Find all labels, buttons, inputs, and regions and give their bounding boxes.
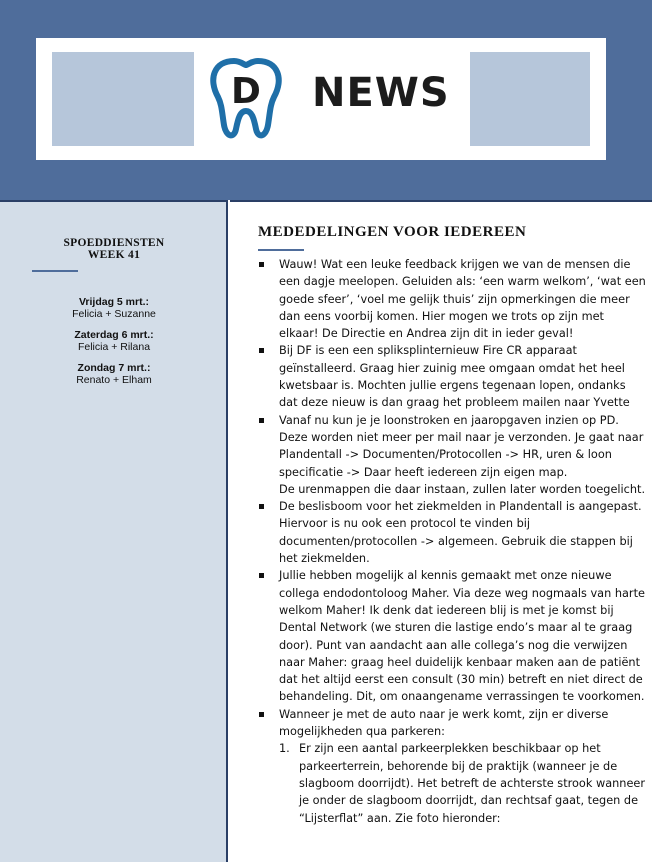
sidebar xyxy=(0,200,228,862)
sidebar-title-line1: SPOEDDIENSTEN xyxy=(63,237,165,249)
schedule-names: Renato + Elham xyxy=(76,374,152,386)
tooth-icon xyxy=(200,53,292,143)
list-item-text: Vanaf nu kun je je loonstroken en jaaropgaven inzien op PD. Deze worden niet meer per mail naar je verzonden. Je gaat naar Plandentall -> Documenten/Protocollen -> HR, uren & loon specificatie -> Daar heeft iedereen zijn eigen map. xyxy=(279,413,644,479)
schedule-entry xyxy=(0,296,228,320)
list-item xyxy=(250,256,646,342)
schedule-list xyxy=(0,296,228,395)
list-item-extra: De urenmappen die daar instaan, zullen later worden toegelicht. xyxy=(279,482,646,496)
schedule-names: Felicia + Suzanne xyxy=(72,308,156,320)
main-content xyxy=(230,200,652,862)
list-item-text: De beslisboom voor het ziekmelden in Plandentall is aangepast. Hiervoor is nu ook een protocol te vinden bij documenten/protocollen -> algemeen. Gebruik die stappen bij het ziekmelden. xyxy=(279,500,642,566)
list-item xyxy=(250,412,646,498)
sidebar-divider xyxy=(32,270,78,272)
list-item xyxy=(250,342,646,411)
list-item-text: Wauw! Wat een leuke feedback krijgen we van de mensen die een dagje meelopen. Geluiden als: ‘een warm welkom’, ‘wat een goede sfeer’, ‘voel me gelijk thuis’ zijn opmerkingen die meer dan eens voorbij komen. Hier mogen we trots op zijn met elkaar! De Directie en Andrea zijn dit in ieder geval! xyxy=(279,258,646,341)
schedule-names: Felicia + Rilana xyxy=(77,341,151,353)
list-item-text: Jullie hebben mogelijk al kennis gemaakt met onze nieuwe collega endodontoloog Maher. Via deze weg nogmaals van harte welkom Maher! Ik denk dat iedereen blij is met je komst bij Dental Network (we sturen die lastige endo’s maar al te graag door). Punt van aandacht aan alle collega’s nog die verwijzen naar Maher: graag heel duidelijk kenbaar maken aan de patiënt dat het altijd eerst een consult (30 min) betreft en niet direct de behandeling. Dit, om onaangename verrassingen te voorkomen. xyxy=(279,569,645,704)
logo xyxy=(194,52,470,146)
schedule-day: Zondag 7 mrt.: xyxy=(77,362,151,374)
announcements xyxy=(250,256,646,827)
logo-letter: D xyxy=(231,71,261,112)
sidebar-title xyxy=(0,237,228,261)
numbered-item xyxy=(279,740,646,826)
list-item xyxy=(250,498,646,567)
list-item xyxy=(250,567,646,705)
section-title: MEDEDELINGEN VOOR IEDEREEN xyxy=(258,224,527,240)
numbered-item-text: Er zijn een aantal parkeerplekken beschikbaar op het parkeerterrein, behorende bij de praktijk (wanneer je de slagboom doorrijdt). Het betreft de achterste strook wanneer je onder de slagboom doorrijdt, dan rechtsaf gaat, tegen de “Lijsterflat” aan. Zie foto hieronder: xyxy=(299,742,645,825)
schedule-entry xyxy=(0,329,228,353)
schedule-entry xyxy=(0,362,228,386)
schedule-day: Zaterdag 6 mrt.: xyxy=(74,329,154,341)
bullet-list xyxy=(250,256,646,827)
header-banner xyxy=(52,52,590,146)
logo-text: NEWS xyxy=(312,70,450,116)
numbered-list xyxy=(279,740,646,826)
item-number: 1. xyxy=(279,742,290,756)
section-divider xyxy=(258,249,304,251)
list-item-text: Bij DF is een een spliksplinternieuw Fire CR apparaat geïnstalleerd. Graag hier zuinig mee omgaan omdat het heel kwetsbaar is. Mochten jullie ergens tegenaan lopen, ondanks dat deze nieuw is dan graag het probleem mailen naar Yvette xyxy=(279,344,630,410)
list-item xyxy=(250,706,646,827)
list-item-text: Wanneer je met de auto naar je werk komt, zijn er diverse mogelijkheden qua parkeren: xyxy=(279,707,609,739)
header-band xyxy=(0,0,652,200)
sidebar-title-line2: WEEK 41 xyxy=(87,249,141,261)
header-frame xyxy=(36,38,606,160)
schedule-day: Vrijdag 5 mrt.: xyxy=(78,296,150,308)
